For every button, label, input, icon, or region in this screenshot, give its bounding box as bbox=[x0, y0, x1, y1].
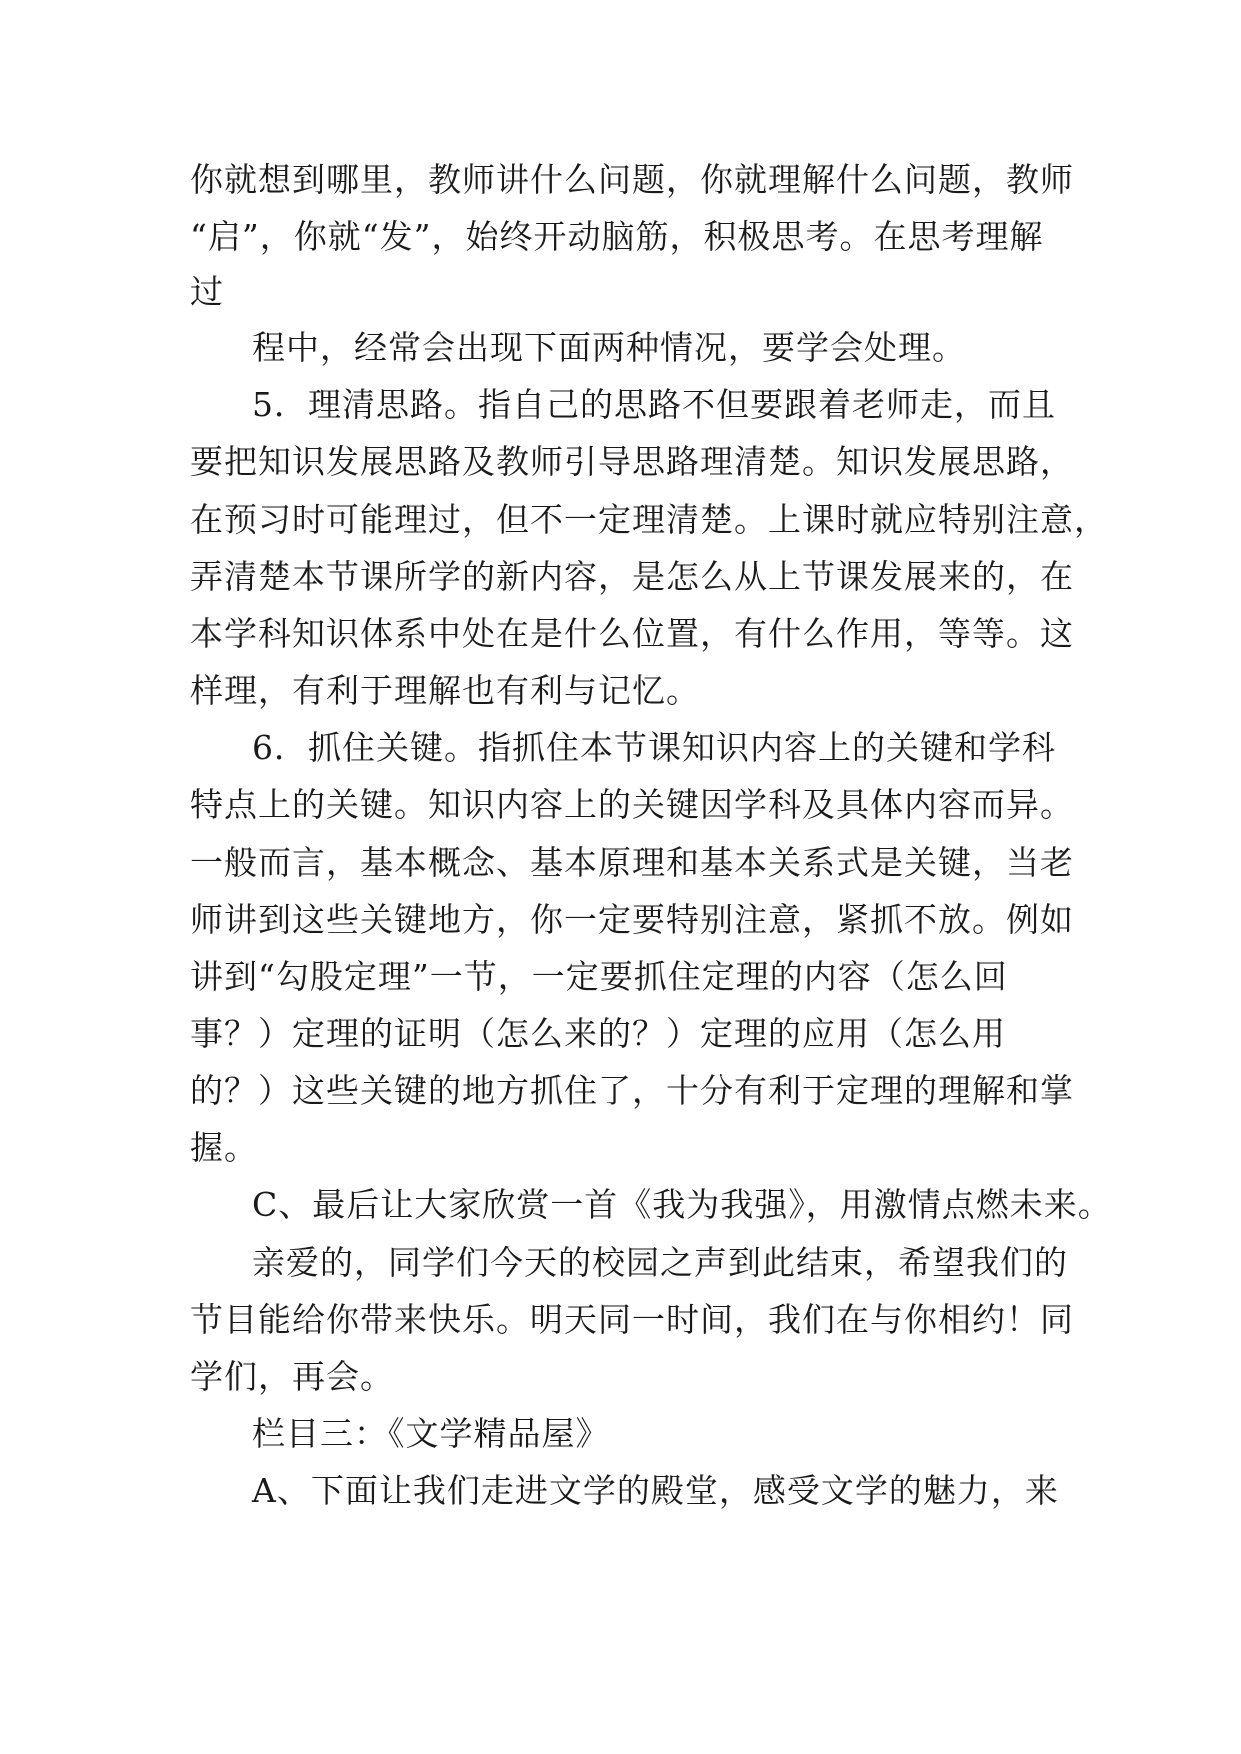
text-line: 握。 bbox=[190, 1128, 258, 1167]
text-line: 师讲到这些关键地方，你一定要特别注意，紧抓不放。例如 bbox=[190, 900, 1074, 939]
text-line: 事？）定理的证明（怎么来的？）定理的应用（怎么用 bbox=[190, 1014, 1006, 1053]
text-line: 的？）这些关键的地方抓住了，十分有利于定理的理解和掌 bbox=[190, 1071, 1074, 1110]
text-line: 讲到“勾股定理”一节，一定要抓住定理的内容（怎么回 bbox=[190, 957, 1008, 996]
text-line: 在预习时可能理过，但不一定理清楚。上课时就应特别注意， bbox=[190, 500, 1108, 539]
text-line: 样理，有利于理解也有利与记忆。 bbox=[190, 671, 700, 710]
text-line: 过 bbox=[190, 272, 224, 311]
text-line: 5．理清思路。指自己的思路不但要跟着老师走，而且 bbox=[252, 385, 1056, 424]
text-line: 本学科知识体系中处在是什么位置，有什么作用，等等。这 bbox=[190, 614, 1074, 653]
text-line: 弄清楚本节课所学的新内容，是怎么从上节课发展来的，在 bbox=[190, 557, 1074, 596]
text-line: 特点上的关键。知识内容上的关键因学科及具体内容而异。 bbox=[190, 785, 1074, 824]
text-line: C、最后让大家欣赏一首《我为我强》，用激情点燃未来。 bbox=[252, 1185, 1112, 1224]
text-line: 程中，经常会出现下面两种情况，要学会处理。 bbox=[252, 328, 966, 367]
text-line: 亲爱的，同学们今天的校园之声到此结束，希望我们的 bbox=[252, 1243, 1068, 1282]
text-line: 节目能给你带来快乐。明天同一时间，我们在与你相约！同 bbox=[190, 1300, 1074, 1339]
text-line: 要把知识发展思路及教师引导思路理清楚。知识发展思路， bbox=[190, 442, 1074, 481]
text-line: “启”，你就“发”，始终开动脑筋，积极思考。在思考理解 bbox=[190, 217, 1044, 256]
text-line: 栏目三：《文学精品屋》 bbox=[252, 1414, 610, 1453]
text-line: 6．抓住关键。指抓住本节课知识内容上的关键和学科 bbox=[252, 728, 1056, 767]
text-line: 一般而言，基本概念、基本原理和基本关系式是关键，当老 bbox=[190, 843, 1074, 882]
text-line: 你就想到哪里，教师讲什么问题，你就理解什么问题，教师 bbox=[190, 160, 1074, 199]
text-line: 学们，再会。 bbox=[190, 1357, 394, 1396]
text-line: A、下面让我们走进文学的殿堂，感受文学的魅力，来 bbox=[252, 1471, 1059, 1510]
